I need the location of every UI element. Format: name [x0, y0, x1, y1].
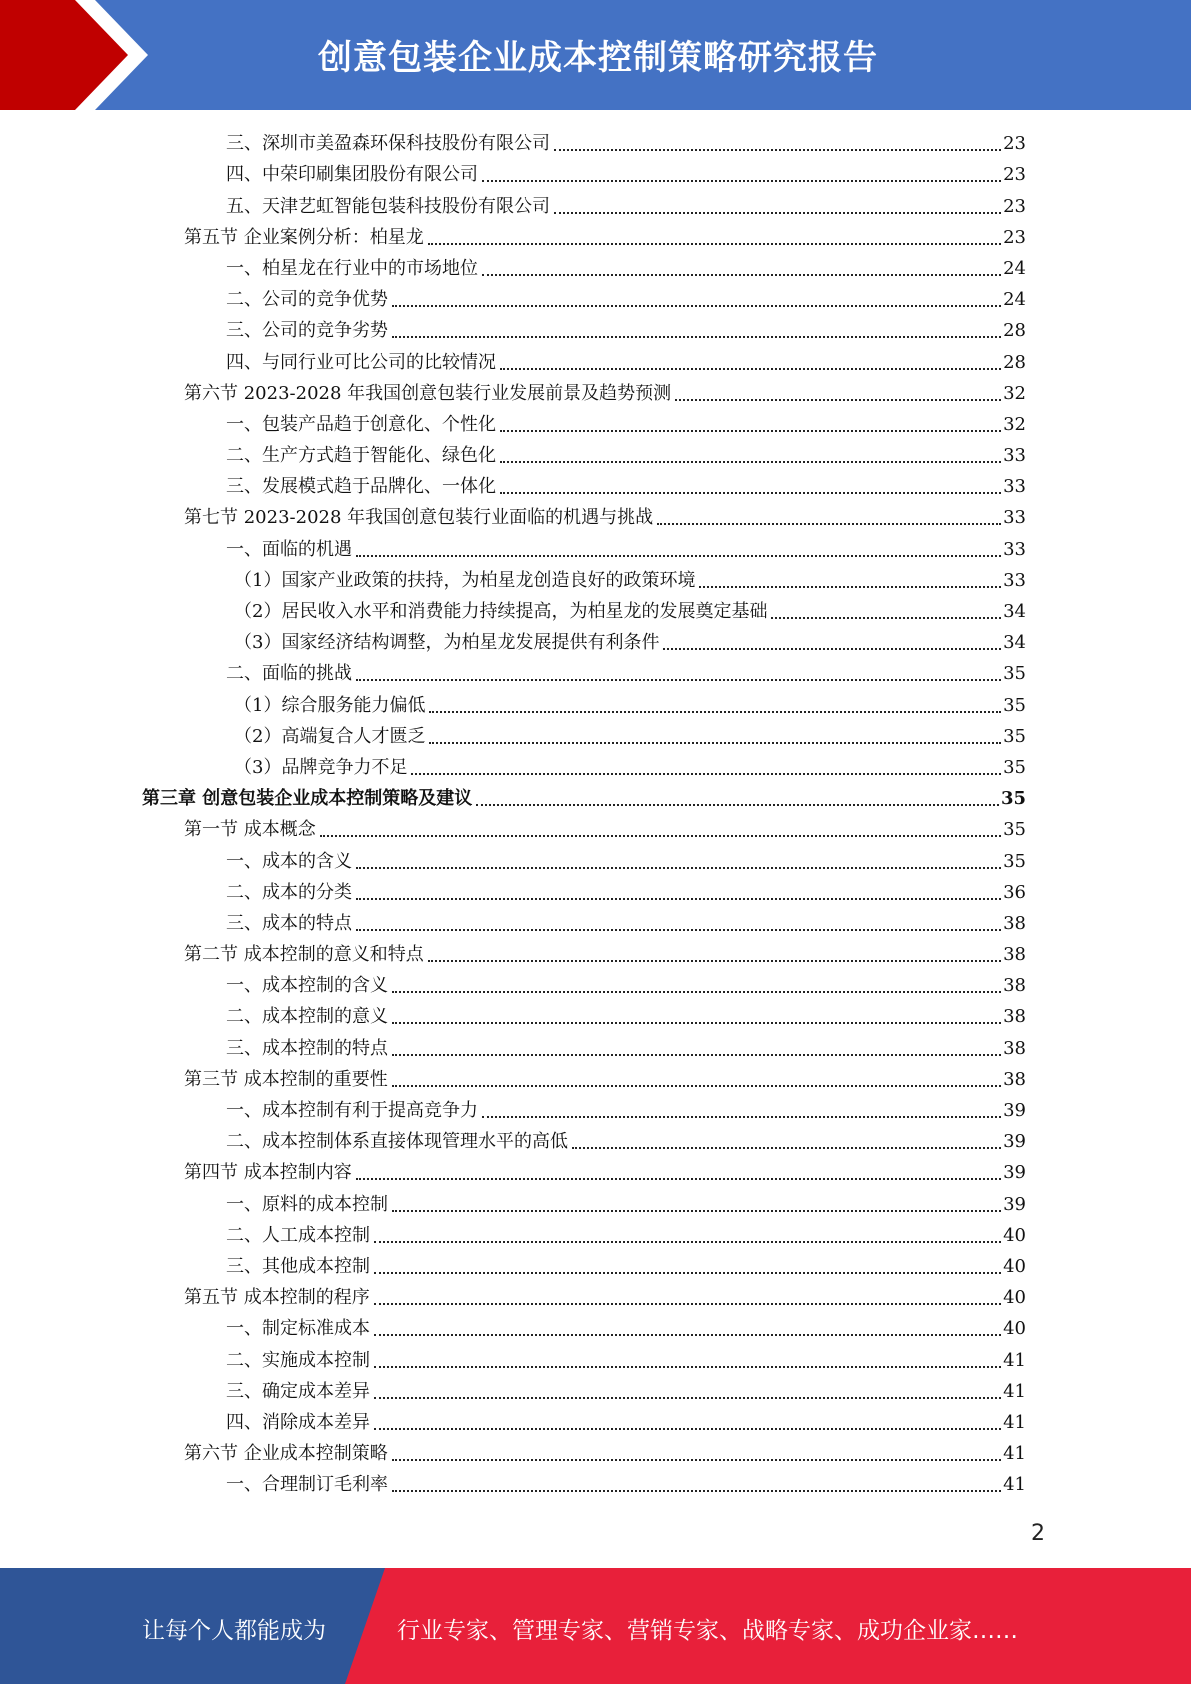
toc-dot-leader: [392, 1054, 1001, 1056]
toc-entry[interactable]: [142, 751, 1026, 782]
toc-dot-leader: [392, 336, 1001, 338]
toc-entry-page: 33: [1003, 569, 1026, 591]
toc-entry-title: 四、与同行业可比公司的比较情况: [226, 351, 496, 373]
toc-entry-page: 33: [1003, 445, 1026, 467]
toc-entry-page: 23: [1003, 226, 1026, 248]
toc-entry[interactable]: [142, 314, 1026, 345]
toc-entry-title: 二、成本控制体系直接体现管理水平的高低: [226, 1131, 568, 1153]
toc-entry-title: 第一节 成本概念: [184, 819, 316, 841]
toc-dot-leader: [392, 305, 1001, 307]
header-banner: [0, 0, 1191, 110]
toc-dot-leader: [374, 1366, 1001, 1368]
toc-entry-title: （1）国家产业政策的扶持，为柏星龙创造良好的政策环境: [234, 569, 696, 591]
toc-entry[interactable]: [142, 1468, 1026, 1499]
toc-entry-title: 二、人工成本控制: [226, 1224, 370, 1246]
toc-entry-title: 二、成本的分类: [226, 881, 352, 903]
toc-entry-title: 三、其他成本控制: [226, 1255, 370, 1277]
toc-entry[interactable]: [142, 501, 1026, 532]
toc-dot-leader: [392, 1490, 1001, 1492]
toc-entry-page: 36: [1003, 881, 1026, 903]
page-number: 2: [1031, 1521, 1045, 1546]
toc-entry-title: 三、确定成本差异: [226, 1380, 370, 1402]
toc-entry-title: 第六节 企业成本控制策略: [184, 1443, 388, 1465]
toc-entry[interactable]: [142, 1063, 1026, 1094]
toc-entry-page: 35: [1003, 663, 1026, 685]
toc-entry[interactable]: [142, 283, 1026, 314]
toc-entry-page: 32: [1003, 413, 1026, 435]
toc-entry-title: 二、面临的挑战: [226, 663, 352, 685]
toc-entry-page: 35: [1003, 819, 1026, 841]
toc-entry[interactable]: [142, 813, 1026, 844]
toc-dot-leader: [374, 1397, 1001, 1399]
toc-entry-title: 二、公司的竞争优势: [226, 289, 388, 311]
toc-dot-leader: [482, 274, 1001, 276]
toc-entry-title: 二、成本控制的意义: [226, 1006, 388, 1028]
toc-entry-page: 40: [1003, 1287, 1026, 1309]
toc-entry-title: 第五节 企业案例分析：柏星龙: [184, 226, 424, 248]
toc-entry-title: 第五节 成本控制的程序: [184, 1287, 370, 1309]
toc-entry-page: 40: [1003, 1224, 1026, 1246]
toc-entry-title: 四、中荣印刷集团股份有限公司: [226, 164, 478, 186]
toc-dot-leader: [663, 648, 1001, 650]
toc-entry-title: 二、实施成本控制: [226, 1349, 370, 1371]
toc-entry-page: 40: [1003, 1318, 1026, 1340]
toc-entry-title: 一、包装产品趋于创意化、个性化: [226, 413, 496, 435]
toc-dot-leader: [482, 1116, 1001, 1118]
toc-entry[interactable]: [142, 470, 1026, 501]
toc-entry[interactable]: [142, 1406, 1026, 1437]
toc-entry-page: 35: [1000, 788, 1026, 810]
toc-entry[interactable]: [142, 1281, 1026, 1312]
toc-dot-leader: [675, 399, 1001, 401]
toc-entry-title: 三、公司的竞争劣势: [226, 320, 388, 342]
toc-dot-leader: [392, 1085, 1001, 1087]
toc-entry-title: 第三章 创意包装企业成本控制策略及建议: [142, 788, 473, 810]
toc-dot-leader: [374, 1334, 1001, 1336]
toc-dot-leader: [356, 867, 1001, 869]
toc-dot-leader: [554, 212, 1001, 214]
toc-entry-title: 四、消除成本差异: [226, 1411, 370, 1433]
toc-entry-title: 第三节 成本控制的重要性: [184, 1068, 388, 1090]
toc-dot-leader: [500, 492, 1001, 494]
toc-dot-leader: [500, 461, 1001, 463]
toc-entry-page: 38: [1003, 1068, 1026, 1090]
toc-entry-page: 41: [1003, 1411, 1026, 1433]
toc-dot-leader: [374, 1272, 1001, 1274]
toc-dot-leader: [572, 1147, 1001, 1149]
toc-entry-title: 第七节 2023-2028 年我国创意包装行业面临的机遇与挑战: [184, 507, 654, 529]
toc-entry-title: 第四节 成本控制内容: [184, 1162, 352, 1184]
footer-banner: [0, 1568, 1191, 1684]
toc-entry-title: 一、面临的机遇: [226, 538, 352, 560]
toc-entry-title: 第二节 成本控制的意义和特点: [184, 944, 424, 966]
toc-entry[interactable]: [142, 626, 1026, 657]
toc-entry[interactable]: [142, 252, 1026, 283]
toc-entry-title: 一、成本控制有利于提高竞争力: [226, 1100, 478, 1121]
toc-entry[interactable]: [142, 408, 1026, 439]
toc-entry[interactable]: [142, 377, 1026, 408]
toc-entry-title: （1）综合服务能力偏低: [234, 694, 426, 716]
toc-entry[interactable]: [142, 158, 1026, 189]
toc-entry[interactable]: [142, 720, 1026, 751]
toc-entry-title: 第六节 2023-2028 年我国创意包装行业发展前景及趋势预测: [184, 382, 672, 404]
toc-entry-page: 33: [1003, 476, 1026, 498]
toc-entry[interactable]: [142, 345, 1026, 376]
toc-dot-leader: [500, 430, 1001, 432]
toc-entry-page: 23: [1003, 133, 1026, 155]
toc-entry-page: 23: [1003, 195, 1026, 217]
toc-entry-page: 24: [1003, 257, 1026, 279]
toc-entry-title: （2）高端复合人才匮乏: [234, 725, 426, 747]
toc-entry[interactable]: [142, 595, 1026, 626]
toc-entry[interactable]: [142, 907, 1026, 938]
toc-entry-title: 三、成本控制的特点: [226, 1037, 388, 1059]
toc-entry-page: 34: [1003, 632, 1026, 654]
toc-entry[interactable]: [142, 564, 1026, 595]
toc-entry-page: 35: [1003, 756, 1026, 778]
toc-entry-title: （3）国家经济结构调整，为柏星龙发展提供有利条件: [234, 632, 660, 654]
toc-entry[interactable]: [142, 782, 1026, 813]
toc-entry[interactable]: [142, 1219, 1026, 1250]
toc-entry-page: 41: [1003, 1380, 1026, 1402]
toc-entry-page: 33: [1003, 538, 1026, 560]
toc-entry-page: 32: [1003, 382, 1026, 404]
toc-dot-leader: [429, 742, 1001, 744]
footer-slogan-left: 让每个人都能成为: [142, 1618, 326, 1644]
toc-dot-leader: [392, 991, 1001, 993]
toc-entry[interactable]: [142, 1187, 1026, 1218]
toc-dot-leader: [428, 243, 1001, 245]
toc-entry-page: 35: [1003, 725, 1026, 747]
toc-entry[interactable]: [142, 1094, 1026, 1125]
toc-entry-page: 40: [1003, 1255, 1026, 1277]
toc-entry-title: 一、成本控制的含义: [226, 975, 388, 997]
toc-entry[interactable]: [142, 532, 1026, 563]
toc-entry-page: 39: [1003, 1162, 1026, 1184]
toc-entry-page: 38: [1003, 1006, 1026, 1028]
toc-entry[interactable]: [142, 1250, 1026, 1281]
toc-dot-leader: [411, 773, 1001, 775]
toc-dot-leader: [356, 1178, 1001, 1180]
toc-entry[interactable]: [142, 876, 1026, 907]
toc-entry[interactable]: [142, 221, 1026, 252]
toc-dot-leader: [374, 1241, 1001, 1243]
table-of-contents: [142, 127, 1026, 1499]
report-title: 创意包装企业成本控制策略研究报告: [318, 38, 878, 78]
toc-dot-leader: [356, 898, 1001, 900]
toc-dot-leader: [356, 555, 1001, 557]
toc-entry-title: 一、成本的含义: [226, 850, 352, 872]
toc-entry[interactable]: [142, 938, 1026, 969]
toc-entry-title: （2）居民收入水平和消费能力持续提高，为柏星龙的发展奠定基础: [234, 601, 768, 622]
toc-entry-page: 33: [1003, 507, 1026, 529]
toc-entry[interactable]: [142, 1031, 1026, 1062]
toc-dot-leader: [392, 1459, 1001, 1461]
toc-dot-leader: [476, 804, 999, 806]
toc-entry-title: 一、制定标准成本: [226, 1318, 370, 1340]
toc-entry-title: 三、成本的特点: [226, 912, 352, 934]
toc-entry[interactable]: [142, 439, 1026, 470]
toc-dot-leader: [374, 1428, 1001, 1430]
toc-dot-leader: [771, 617, 1001, 619]
toc-entry-page: 39: [1003, 1131, 1026, 1153]
toc-entry-title: 一、柏星龙在行业中的市场地位: [226, 257, 478, 279]
toc-entry-page: 38: [1003, 912, 1026, 934]
toc-entry-page: 35: [1003, 694, 1026, 716]
toc-entry-page: 38: [1003, 944, 1026, 966]
toc-dot-leader: [356, 929, 1001, 931]
toc-entry-page: 39: [1003, 1193, 1026, 1215]
toc-dot-leader: [500, 368, 1001, 370]
toc-entry[interactable]: [142, 1125, 1026, 1156]
toc-entry-page: 38: [1003, 1037, 1026, 1059]
toc-entry[interactable]: [142, 657, 1026, 688]
toc-entry[interactable]: [142, 1343, 1026, 1374]
toc-entry[interactable]: [142, 844, 1026, 875]
toc-entry[interactable]: [142, 1156, 1026, 1187]
toc-dot-leader: [428, 960, 1001, 962]
toc-dot-leader: [554, 149, 1001, 151]
toc-entry-page: 34: [1003, 601, 1026, 622]
toc-entry-page: 24: [1003, 289, 1026, 311]
toc-entry-page: 28: [1003, 351, 1026, 373]
toc-dot-leader: [392, 1022, 1001, 1024]
toc-entry[interactable]: [142, 1312, 1026, 1343]
toc-entry-title: 三、发展模式趋于品牌化、一体化: [226, 476, 496, 498]
toc-entry-page: 35: [1003, 850, 1026, 872]
toc-entry[interactable]: [142, 1437, 1026, 1468]
toc-entry[interactable]: [142, 127, 1026, 158]
toc-entry[interactable]: [142, 189, 1026, 220]
toc-entry-title: 一、原料的成本控制: [226, 1193, 388, 1215]
toc-dot-leader: [320, 835, 1001, 837]
toc-dot-leader: [429, 711, 1001, 713]
toc-entry[interactable]: [142, 1375, 1026, 1406]
toc-dot-leader: [657, 523, 1001, 525]
toc-entry-page: 41: [1003, 1474, 1026, 1496]
toc-entry[interactable]: [142, 1000, 1026, 1031]
footer-slogan-right: 行业专家、管理专家、营销专家、战略专家、成功企业家……: [397, 1618, 1018, 1644]
toc-entry-title: 五、天津艺虹智能包装科技股份有限公司: [226, 195, 550, 217]
toc-entry-title: 一、合理制订毛利率: [226, 1474, 388, 1496]
toc-entry[interactable]: [142, 969, 1026, 1000]
toc-dot-leader: [699, 586, 1001, 588]
toc-dot-leader: [356, 679, 1001, 681]
toc-entry-page: 28: [1003, 320, 1026, 342]
toc-dot-leader: [482, 180, 1001, 182]
toc-entry-page: 41: [1003, 1443, 1026, 1465]
toc-entry-page: 41: [1003, 1349, 1026, 1371]
toc-entry-title: 三、深圳市美盈森环保科技股份有限公司: [226, 133, 550, 155]
toc-entry-title: 二、生产方式趋于智能化、绿色化: [226, 445, 496, 467]
toc-entry-page: 38: [1003, 975, 1026, 997]
toc-entry-page: 23: [1003, 164, 1026, 186]
toc-dot-leader: [392, 1210, 1001, 1212]
toc-entry[interactable]: [142, 688, 1026, 719]
toc-dot-leader: [374, 1303, 1001, 1305]
toc-entry-title: （3）品牌竞争力不足: [234, 756, 408, 778]
toc-entry-page: 39: [1003, 1100, 1026, 1121]
